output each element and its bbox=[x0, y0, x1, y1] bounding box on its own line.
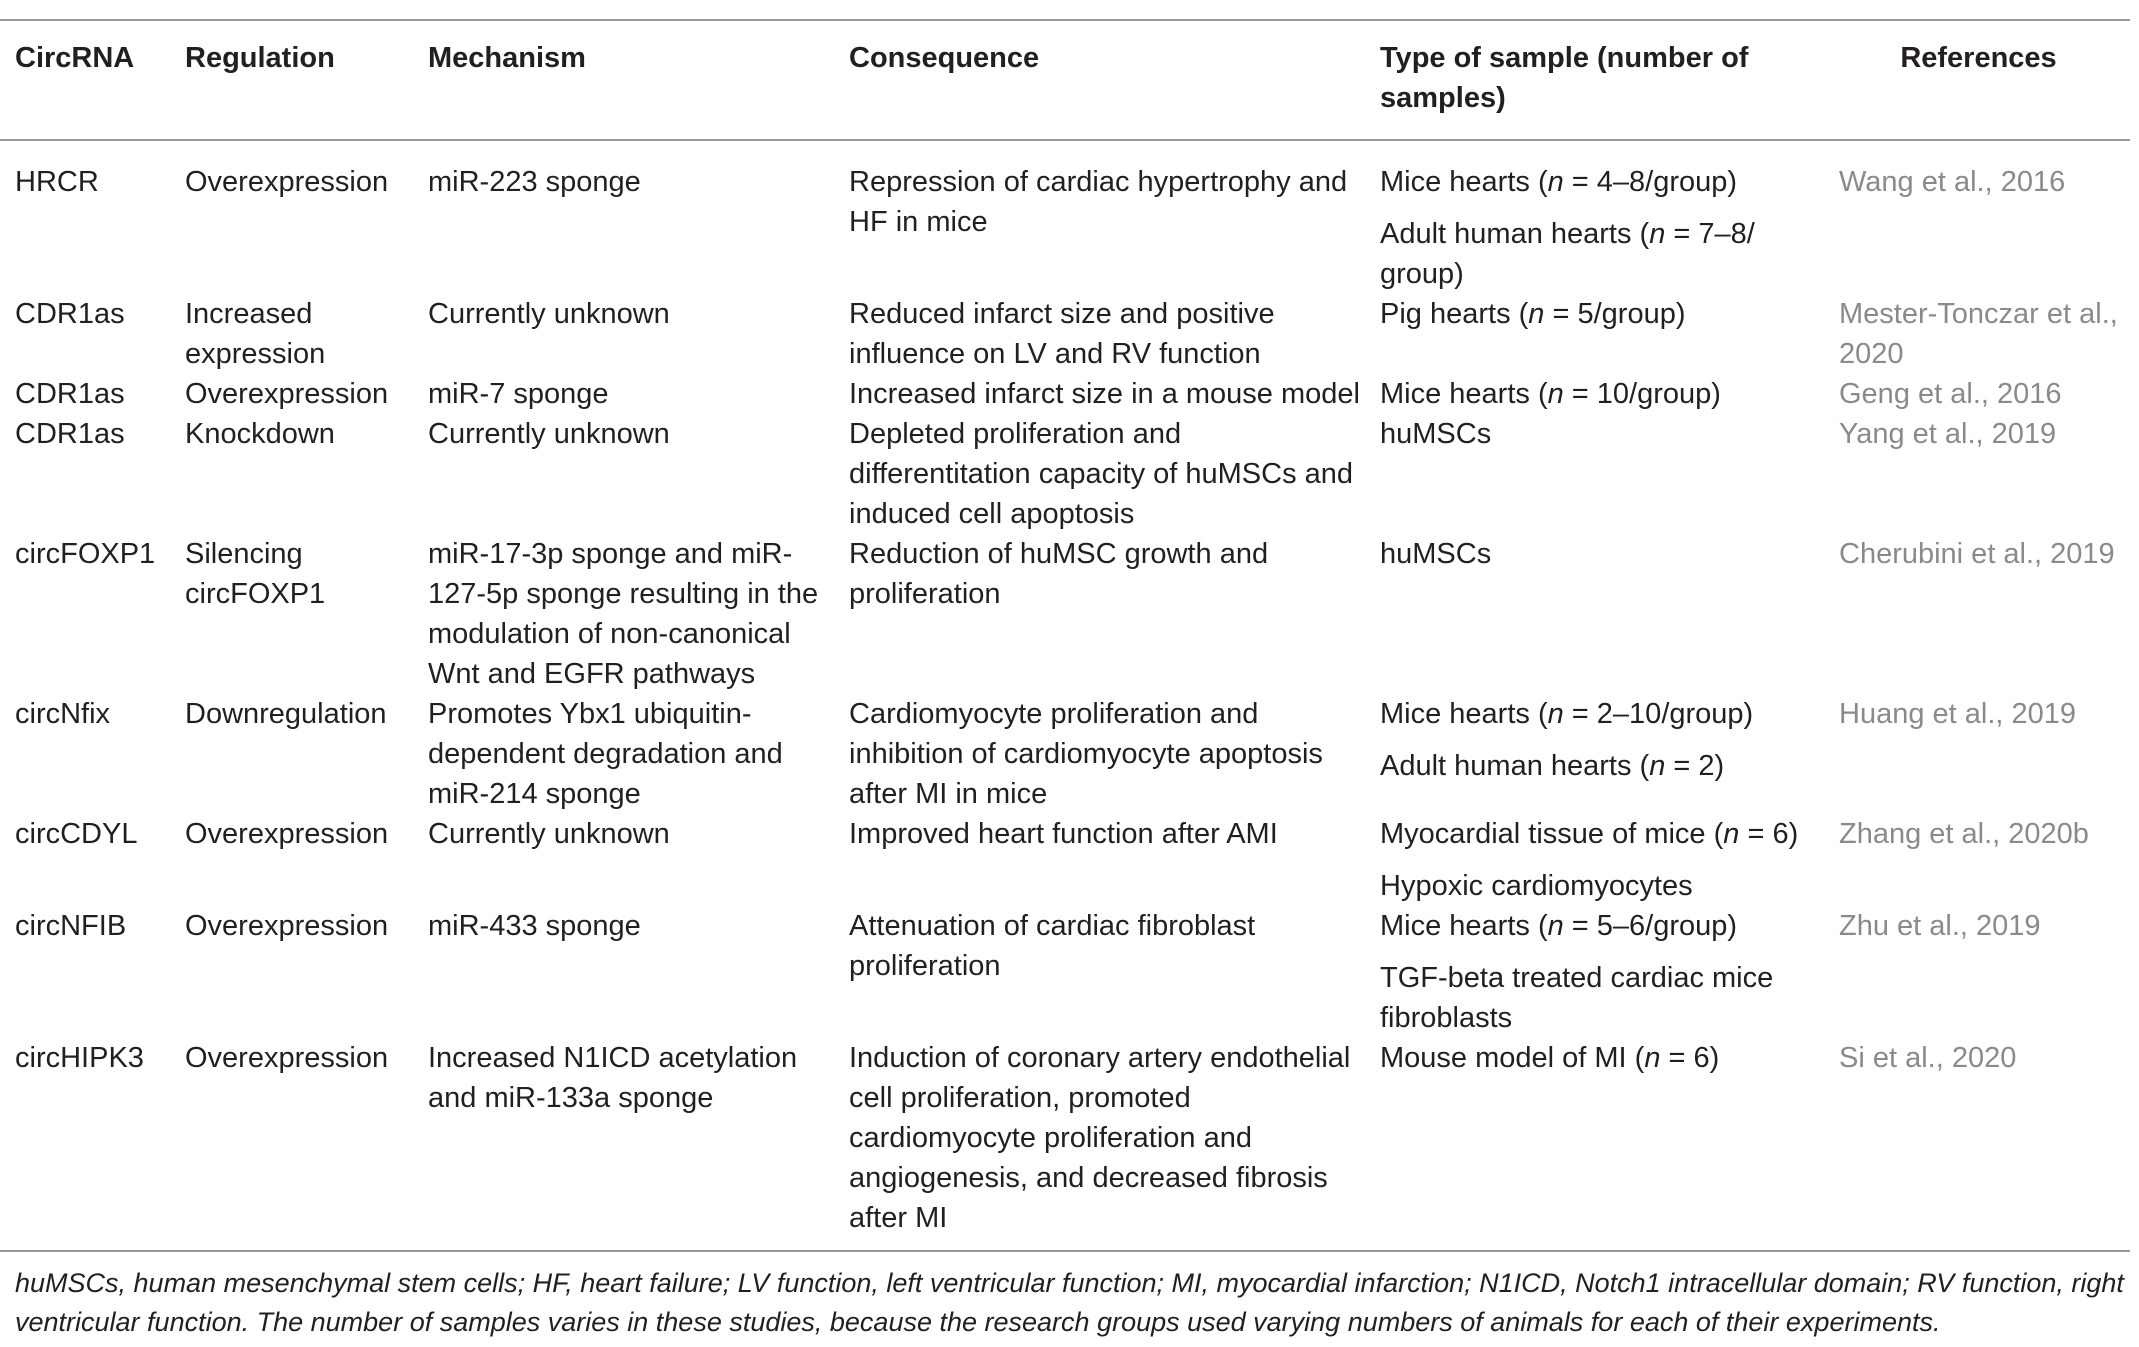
table-row bbox=[0, 906, 2130, 1038]
cell-reference: Cherubini et al., 2019 bbox=[1839, 538, 2115, 570]
cell-consequence: Repression of cardiac hypertrophy and HF in mice bbox=[849, 166, 1348, 238]
sample-entry: Hypoxic cardiomyocytes bbox=[1380, 870, 1693, 902]
cell-samples bbox=[1365, 906, 1827, 1038]
cell-regulation: Overexpression bbox=[185, 910, 389, 942]
table-row bbox=[0, 374, 2130, 414]
cell-mechanism: Currently unknown bbox=[428, 418, 670, 450]
table-footnote: huMSCs, human mesenchymal stem cells; HF, heart failure; LV function, left ventricular function; MI, myocardial infarction; N1ICD, Notch1 intracellular domain; RV function, right ventricular function. The number of samples varies in these studies, because the research groups used varying numbers of animals for each of their experiments. bbox=[15, 1268, 2124, 1337]
col-header-mechanism: Mechanism bbox=[428, 42, 586, 74]
cell-circrna: circNFIB bbox=[15, 910, 127, 942]
circrna-table bbox=[0, 38, 2130, 1238]
col-header-sample-type: Type of sample (number of samples) bbox=[1380, 42, 1749, 114]
cell-circrna: HRCR bbox=[15, 166, 99, 198]
table-row bbox=[0, 814, 2130, 906]
cell-reference: Zhu et al., 2019 bbox=[1839, 910, 2041, 942]
cell-samples bbox=[1365, 414, 1827, 534]
cell-samples bbox=[1365, 294, 1827, 374]
cell-regulation: Overexpression bbox=[185, 166, 389, 198]
cell-mechanism: miR-7 sponge bbox=[428, 378, 609, 410]
table-row bbox=[0, 414, 2130, 534]
sample-entry: Myocardial tissue of mice (n = 6) bbox=[1380, 818, 1799, 850]
cell-reference: Mester-Tonczar et al., 2020 bbox=[1839, 298, 2118, 370]
cell-mechanism: Increased N1ICD acetylation and miR-133a sponge bbox=[428, 1042, 798, 1114]
cell-consequence: Reduction of huMSC growth and proliferation bbox=[849, 538, 1269, 610]
sample-entry: Mice hearts (n = 4–8/group) bbox=[1380, 166, 1738, 198]
cell-consequence: Depleted proliferation and differentitation capacity of huMSCs and induced cell apoptosis bbox=[849, 418, 1354, 530]
cell-consequence: Cardiomyocyte proliferation and inhibition of cardiomyocyte apoptosis after MI in mice bbox=[849, 698, 1323, 810]
cell-mechanism: Promotes Ybx1 ubiquitin-dependent degradation and miR-214 sponge bbox=[428, 698, 783, 810]
sample-entry: huMSCs bbox=[1380, 418, 1492, 450]
cell-reference: Zhang et al., 2020b bbox=[1839, 818, 2089, 850]
cell-circrna: CDR1as bbox=[15, 418, 125, 450]
cell-reference: Wang et al., 2016 bbox=[1839, 166, 2066, 198]
cell-regulation: Silencing circFOXP1 bbox=[185, 538, 326, 610]
bottom-rule bbox=[0, 1250, 2130, 1252]
cell-mechanism: miR-17-3p sponge and miR-127-5p sponge resulting in the modulation of non-canonical Wnt and EGFR pathways bbox=[428, 538, 819, 690]
cell-regulation: Overexpression bbox=[185, 818, 389, 850]
sample-entry: Adult human hearts (n = 2) bbox=[1380, 750, 1725, 782]
cell-samples bbox=[1365, 534, 1827, 694]
sample-entry: Mouse model of MI (n = 6) bbox=[1380, 1042, 1720, 1074]
table-body bbox=[0, 140, 2130, 1238]
cell-consequence: Improved heart function after AMI bbox=[849, 818, 1278, 850]
table-row bbox=[0, 140, 2130, 294]
cell-reference: Si et al., 2020 bbox=[1839, 1042, 2017, 1074]
sample-entry: huMSCs bbox=[1380, 538, 1492, 570]
table-row bbox=[0, 534, 2130, 694]
sample-entry: Mice hearts (n = 5–6/group) bbox=[1380, 910, 1738, 942]
top-rule bbox=[0, 19, 2130, 21]
cell-samples bbox=[1365, 140, 1827, 294]
cell-samples bbox=[1365, 374, 1827, 414]
cell-circrna: circNfix bbox=[15, 698, 111, 730]
cell-mechanism: miR-433 sponge bbox=[428, 910, 641, 942]
col-header-circrna: CircRNA bbox=[15, 42, 135, 74]
cell-samples bbox=[1365, 814, 1827, 906]
sample-entry: Mice hearts (n = 10/group) bbox=[1380, 378, 1721, 410]
cell-consequence: Reduced infarct size and positive influence on LV and RV function bbox=[849, 298, 1275, 370]
cell-regulation: Knockdown bbox=[185, 418, 335, 450]
cell-mechanism: miR-223 sponge bbox=[428, 166, 641, 198]
table-row bbox=[0, 694, 2130, 814]
sample-entry: Mice hearts (n = 2–10/group) bbox=[1380, 698, 1754, 730]
cell-reference: Geng et al., 2016 bbox=[1839, 378, 2062, 410]
cell-consequence: Increased infarct size in a mouse model bbox=[849, 378, 1360, 410]
table-row bbox=[0, 294, 2130, 374]
cell-consequence: Attenuation of cardiac fibroblast proliferation bbox=[849, 910, 1256, 982]
cell-regulation: Overexpression bbox=[185, 378, 389, 410]
cell-circrna: circHIPK3 bbox=[15, 1042, 144, 1074]
cell-regulation: Downregulation bbox=[185, 698, 387, 730]
cell-samples bbox=[1365, 1038, 1827, 1238]
sample-entry: TGF-beta treated cardiac mice fibroblasts bbox=[1380, 962, 1774, 1034]
col-header-consequence: Consequence bbox=[849, 42, 1040, 74]
cell-circrna: CDR1as bbox=[15, 378, 125, 410]
cell-mechanism: Currently unknown bbox=[428, 298, 670, 330]
cell-regulation: Overexpression bbox=[185, 1042, 389, 1074]
col-header-regulation: Regulation bbox=[185, 42, 335, 74]
col-header-references: References bbox=[1900, 42, 2057, 74]
cell-circrna: CDR1as bbox=[15, 298, 125, 330]
header-row bbox=[0, 38, 2130, 140]
sample-entry: Pig hearts (n = 5/group) bbox=[1380, 298, 1686, 330]
cell-samples bbox=[1365, 694, 1827, 814]
cell-reference: Huang et al., 2019 bbox=[1839, 698, 2077, 730]
cell-reference: Yang et al., 2019 bbox=[1839, 418, 2057, 450]
cell-circrna: circFOXP1 bbox=[15, 538, 156, 570]
cell-circrna: circCDYL bbox=[15, 818, 138, 850]
table-row bbox=[0, 1038, 2130, 1238]
sample-entry: Adult human hearts (n = 7–8/ group) bbox=[1380, 218, 1755, 290]
cell-mechanism: Currently unknown bbox=[428, 818, 670, 850]
cell-consequence: Induction of coronary artery endothelial cell proliferation, promoted cardiomyocyte proliferation and angiogenesis, and decreased fibrosis after MI bbox=[849, 1042, 1351, 1234]
cell-regulation: Increased expression bbox=[185, 298, 326, 370]
